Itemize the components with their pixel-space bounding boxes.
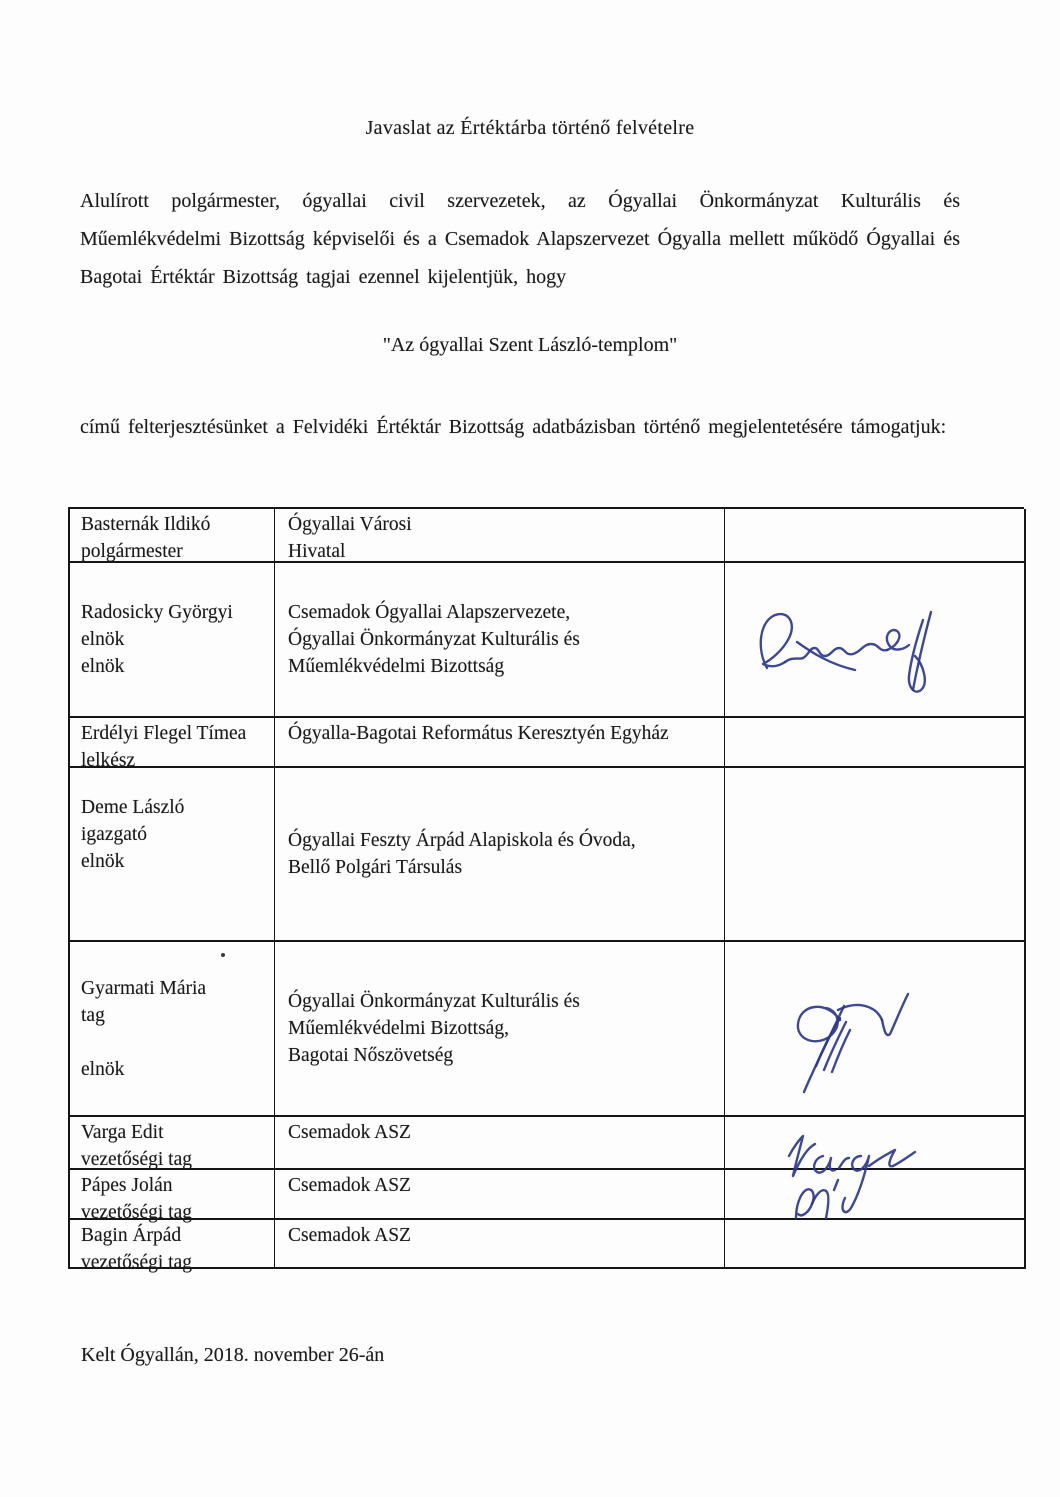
signature-cell — [725, 768, 1026, 942]
signer-name-cell: Deme László igazgató elnök — [70, 768, 275, 942]
signer-organization-cell: Ógyallai Városi Hivatal — [275, 509, 725, 563]
signer-organization-cell: Ógyallai Feszty Árpád Alapiskola és Óvoda, Bellő Polgári Társulás — [275, 768, 725, 942]
nomination-title: "Az ógyallai Szent László-templom" — [382, 334, 678, 356]
support-paragraph: című felterjesztésünket a Felvidéki Értéktár Bizottság adatbázisban történő megjelentetésére támogatjuk: — [80, 416, 947, 438]
signer-name-cell: Basternák Ildikó polgármester — [70, 509, 275, 563]
signer-organization-cell: Ógyallai Önkormányzat Kulturális és Műemlékvédelmi Bizottság, Bagotai Nőszövetség — [275, 942, 725, 1117]
signer-name-cell: Erdélyi Flegel Tímea lelkész — [70, 718, 275, 768]
intro-paragraph: Alulírott polgármester, ógyallai civil szervezetek, az Ógyallai Önkormányzat Kulturális és Műemlékvédelmi Bizottság képviselői és a Csemadok Alapszervezet Ógyalla mellett működő Ógyallai és Bagotai Értéktár Bizottság tagjai ezennel kijelentjük, hogy — [80, 190, 960, 288]
scan-speck — [221, 953, 225, 957]
signature-cell — [725, 1117, 1026, 1170]
signer-organization-cell: Csemadok ASZ — [275, 1220, 725, 1269]
date-line: Kelt Ógyallán, 2018. november 26-án — [81, 1344, 385, 1366]
signer-organization-cell: Csemadok ASZ — [275, 1170, 725, 1220]
signature-cell — [725, 509, 1026, 563]
signer-name-cell: Varga Edit vezetőségi tag — [70, 1117, 275, 1170]
signer-organization-cell: Csemadok ASZ — [275, 1117, 725, 1170]
signature-cell — [725, 1170, 1026, 1220]
signature-cell — [725, 718, 1026, 768]
signer-name-cell: Radosicky Györgyi elnök elnök — [70, 563, 275, 718]
signature-cell — [725, 942, 1026, 1117]
signer-name-cell: Gyarmati Mária tag elnök — [70, 942, 275, 1117]
signer-name-cell: Bagin Árpád vezetőségi tag — [70, 1220, 275, 1269]
signer-name-cell: Pápes Jolán vezetőségi tag — [70, 1170, 275, 1220]
signer-organization-cell: Csemadok Ógyallai Alapszervezete, Ógyallai Önkormányzat Kulturális és Műemlékvédelmi Bizottság — [275, 563, 725, 718]
signature-cell — [725, 563, 1026, 718]
signer-organization-cell: Ógyalla-Bagotai Református Keresztyén Egyház — [275, 718, 725, 768]
document-title: Javaslat az Értéktárba történő felvételre — [365, 117, 695, 139]
signatories-table — [68, 507, 1024, 1273]
signature-cell — [725, 1220, 1026, 1269]
